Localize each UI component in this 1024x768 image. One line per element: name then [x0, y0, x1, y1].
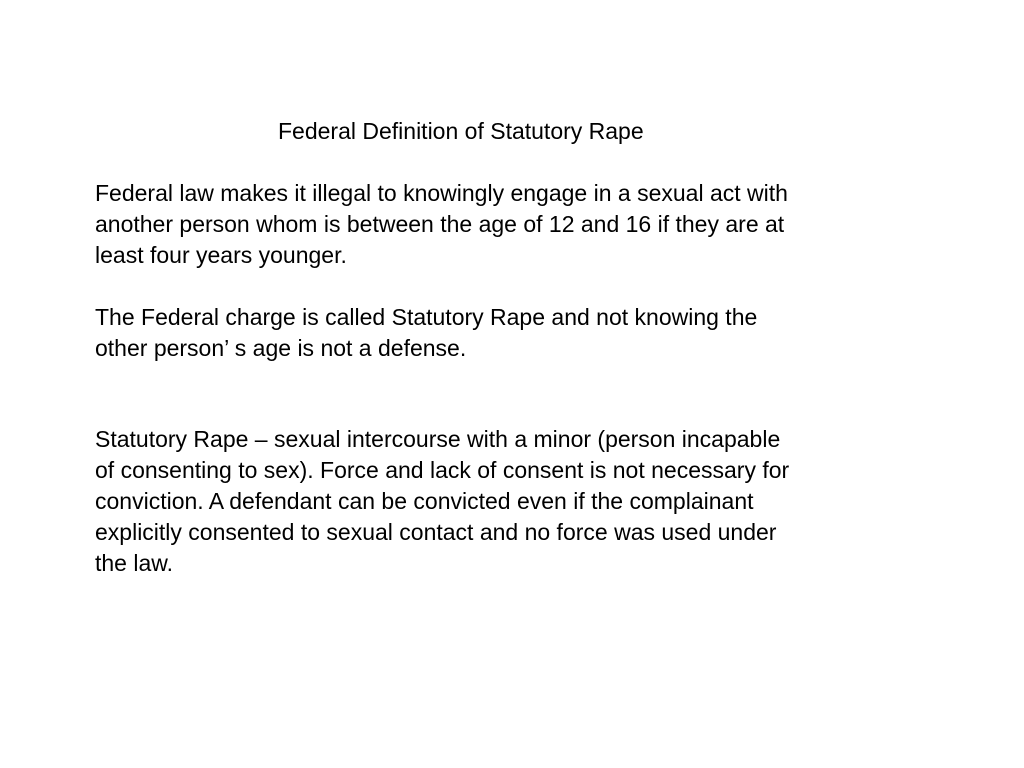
paragraph-line: another person whom is between the age of 12 and 16 if they are at: [95, 211, 785, 237]
paragraph-line: conviction. A defendant can be convicted even if the complainant: [95, 488, 754, 514]
paragraph-line: explicitly consented to sexual contact and no force was used under: [95, 519, 777, 545]
paragraph-line: of consenting to sex). Force and lack of consent is not necessary for: [95, 457, 790, 483]
slide-title: Federal Definition of Statutory Rape: [278, 118, 644, 144]
paragraph-line: other person’ s age is not a defense.: [95, 335, 467, 361]
paragraph-line: the law.: [95, 550, 173, 576]
paragraph-line: The Federal charge is called Statutory Rape and not knowing the: [95, 304, 758, 330]
paragraph-federal-law: [95, 178, 895, 271]
paragraph-line: least four years younger.: [95, 242, 347, 268]
paragraph-federal-charge: [95, 302, 895, 364]
paragraph-line: Statutory Rape – sexual intercourse with a minor (person incapable: [95, 426, 781, 452]
paragraph-line: Federal law makes it illegal to knowingly engage in a sexual act with: [95, 180, 788, 206]
paragraph-statutory-rape-definition: [95, 424, 895, 579]
